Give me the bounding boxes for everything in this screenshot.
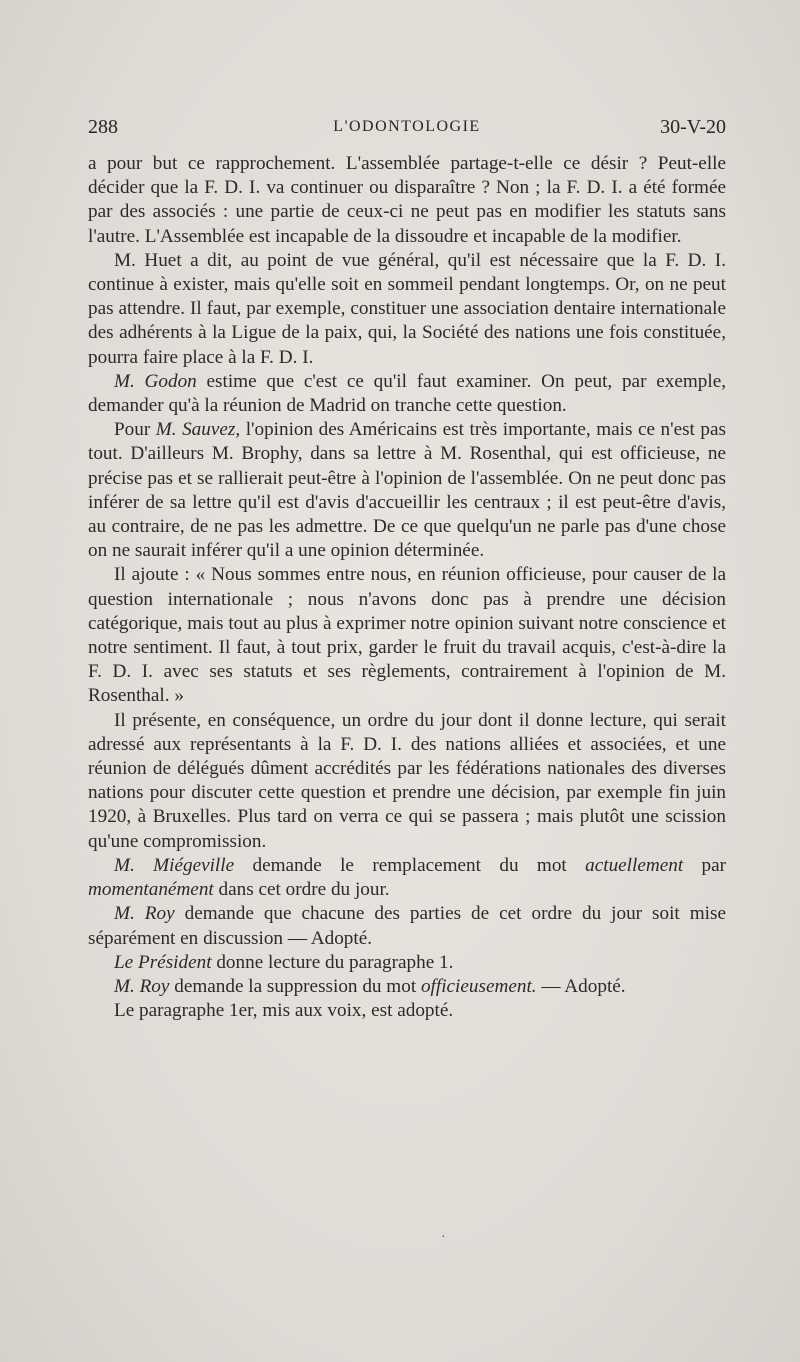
paragraph-text: M. Huet a dit, au point de vue général, qu'il est nécessaire que la F. D. I. continue à exister, mais qu'elle soit en sommeil pendant longtemps. Or, on ne peut pas attendre. Il faut, par exemple, constituer une association dentaire internationale des adhérents à la Ligue de la paix, qui, la Société des nations une fois constituée, pourra faire place à la F. D. I. — [88, 249, 726, 368]
paragraph — [88, 370, 726, 418]
running-title: L'ODONTOLOGIE — [333, 118, 481, 135]
paragraph-text: par — [683, 854, 727, 876]
paragraph-text: Le paragraphe 1er, mis aux voix, est adopté. — [114, 1000, 454, 1022]
paragraph-text: Il ajoute : « Nous sommes entre nous, en réunion officieuse, pour causer de la question internationale ; nous n'avons donc pas à prendre une décision catégorique, mais tout au plus à exprimer notre opinion suivant notre conscience et notre sentiment. Il faut, à tout prix, garder le fruit du travail acquis, c'est-à-dire la F. D. I. avec ses statuts et ses règlements, contrairement à l'opinion de M. Rosenthal. » — [88, 564, 726, 707]
paragraph — [88, 418, 726, 563]
paragraph-text: Il présente, en conséquence, un ordre du jour dont il donne lecture, qui serait adressé aux représentants à la F. D. I. des nations alliées et associées, et une réunion de délégués dûment accrédités par les fédérations nationales des diverses nations pour discuter cette question et prendre une décision, par exemple fin juin 1920, à Bruxelles. Plus tard on verra ce qui se passera ; mais plutôt une scission qu'une compromission. — [88, 709, 726, 852]
paragraph — [88, 709, 726, 854]
paragraph — [88, 975, 726, 999]
paragraph — [88, 152, 726, 249]
page-number: 288 — [88, 116, 118, 138]
printer-mark: · — [441, 1230, 446, 1245]
italic-text: M. Godon — [114, 370, 197, 392]
paragraph — [88, 854, 726, 902]
paragraph-text: l'opinion des Américains est très importante, mais ce n'est pas tout. D'ailleurs M. Brophy, dans sa lettre à M. Rosenthal, qui est officieuse, ne précise pas et se rallierait peut-être à l'opinion de l'assemblée. On ne peut donc pas inférer de sa lettre qu'il est d'avis d'accueillir les centraux ; il est peut-être d'avis, au contraire, de ne pas les admettre. De ce que quelqu'un ne parle pas d'une chose on ne saurait inférer qu'il a une opinion déterminée. — [88, 419, 726, 562]
italic-text: officieusement. — [420, 975, 537, 997]
italic-text: M. Sauvez, — [155, 419, 241, 441]
italic-text: M. Roy — [114, 903, 175, 925]
paragraph-text: donne lecture du paragraphe 1. — [211, 951, 454, 973]
italic-text: M. Miégeville — [114, 854, 235, 876]
italic-text: actuellement — [585, 854, 684, 876]
paragraph-text: demande le remplacement du mot — [234, 854, 586, 876]
paragraph — [88, 249, 726, 370]
paragraph-text: a pour but ce rapprochement. L'assemblée partage-t-elle ce désir ? Peut-elle décider que la F. D. I. va continuer ou disparaître ? Non ; la F. D. I. a été formée par des associés : une partie de ceux-ci ne peut pas en modifier les statuts sans l'autre. L'Assemblée est incapable de la dissoudre et incapable de la modifier. — [88, 153, 726, 247]
italic-text: M. Roy — [114, 975, 170, 997]
italic-text: Le Président — [114, 951, 212, 973]
paragraph-text: demande que chacune des parties de cet ordre du jour soit mise séparément en discussion — Adopté. — [88, 903, 726, 949]
article-body — [88, 152, 726, 1023]
italic-text: momentanément — [88, 879, 214, 901]
paragraph — [88, 951, 726, 975]
issue-date: 30-V-20 — [660, 116, 726, 138]
paragraph-text: dans cet ordre du jour. — [213, 879, 390, 901]
paragraph-text: Pour — [114, 419, 156, 441]
page-header — [88, 116, 726, 140]
paragraph-text: demande la suppression du mot — [169, 975, 421, 997]
paragraph — [88, 563, 726, 708]
paragraph-text: — Adopté. — [536, 975, 626, 997]
paragraph — [88, 999, 726, 1023]
paragraph — [88, 902, 726, 950]
paragraph-text: estime que c'est ce qu'il faut examiner. On peut, par exemple, demander qu'à la réunion de Madrid on tranche cette question. — [88, 370, 727, 417]
